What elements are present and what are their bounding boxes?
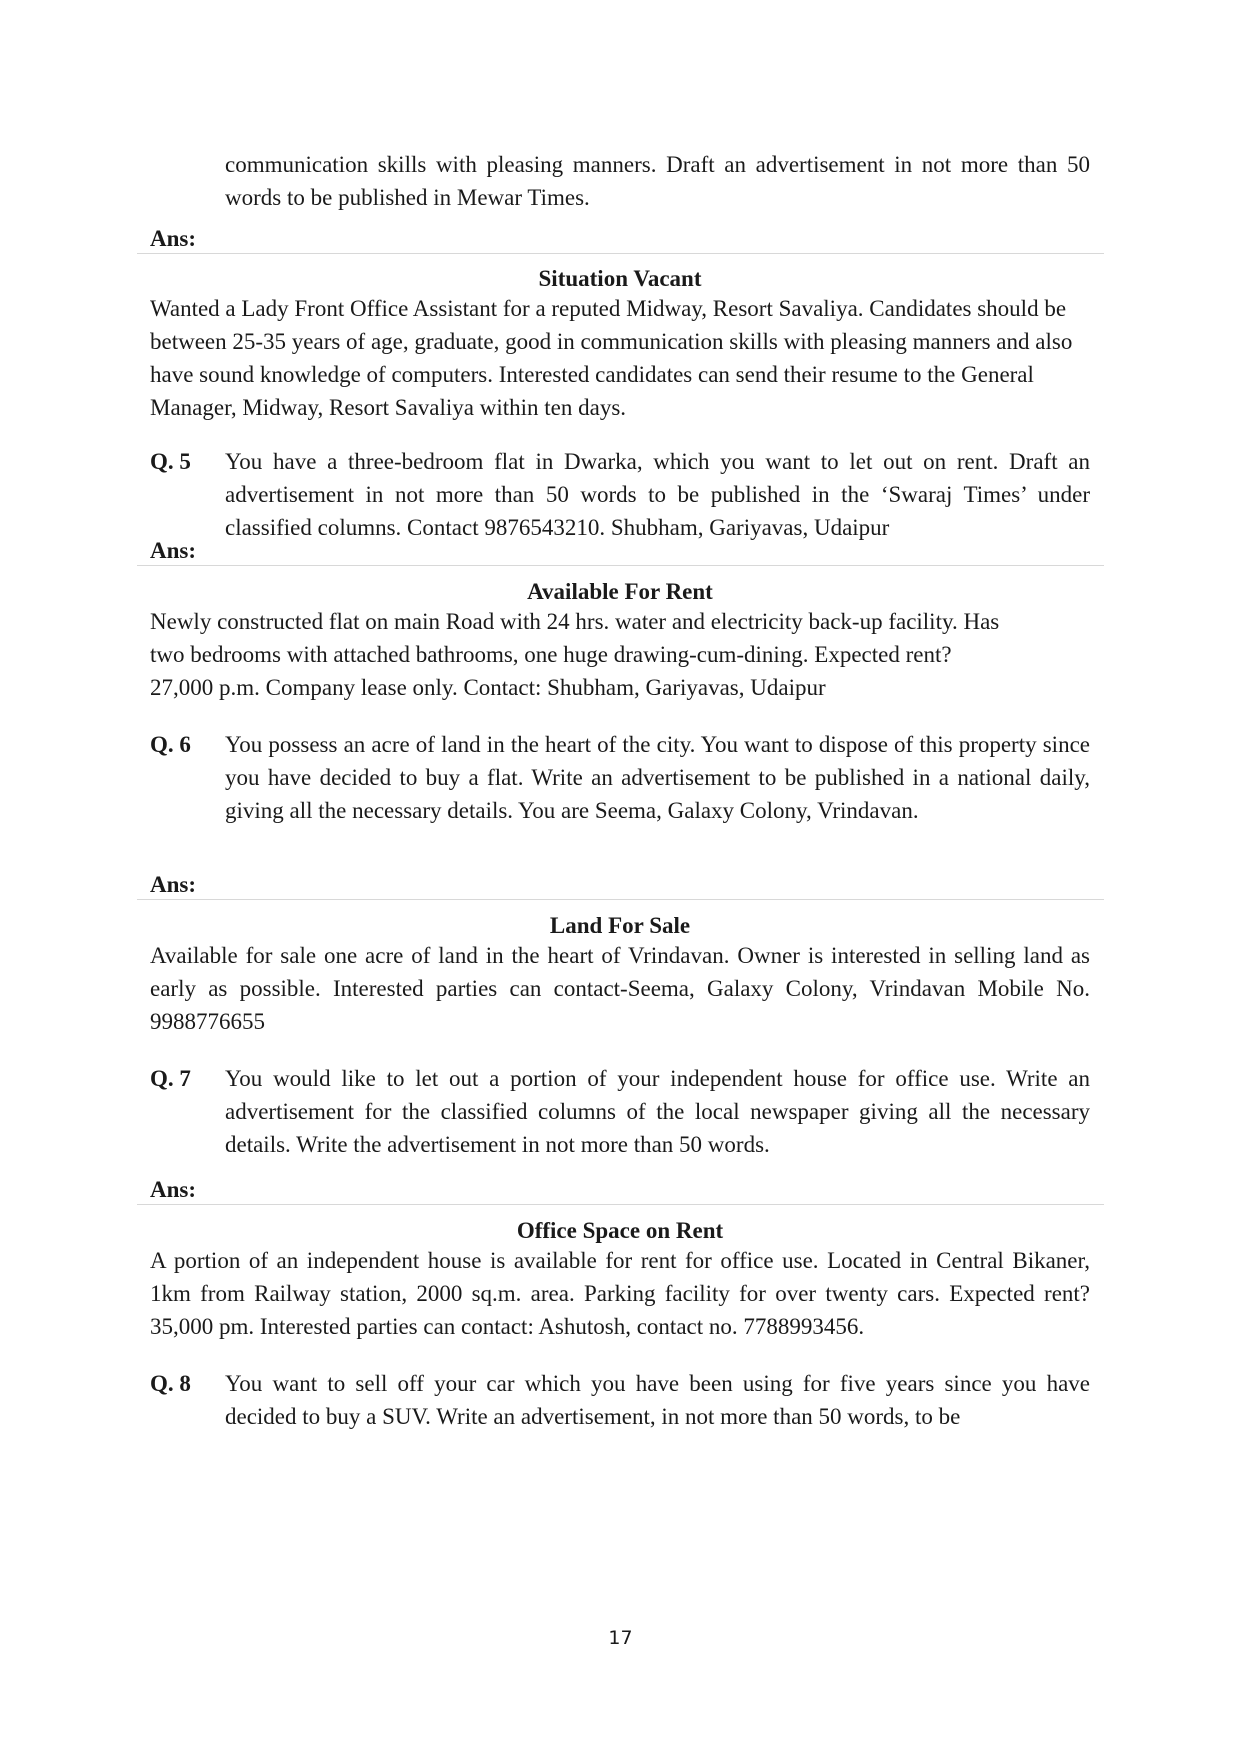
question-number-6: Q. 6 <box>150 732 191 757</box>
ad-heading-land-for-sale: Land For Sale <box>549 913 691 938</box>
question-number-5: Q. 5 <box>150 449 191 474</box>
ad-heading-situation-vacant: Situation Vacant <box>538 266 702 291</box>
page-number: 17 <box>608 1627 633 1649</box>
divider <box>137 565 1104 566</box>
ad-body-line: 27,000 p.m. Company lease only. Contact: Shubham, Gariyavas, Udaipur <box>150 675 826 700</box>
answer-label: Ans: <box>150 538 197 563</box>
answer-label: Ans: <box>150 226 197 251</box>
ad-body-line: Newly constructed flat on main Road with 24 hrs. water and electricity back-up facility. Has <box>150 609 1000 634</box>
question-text-5: You have a three-bedroom flat in Dwarka, which you want to let out on rent. Draft an advertisement in not more than 50 words to be published in the ‘Swaraj Times’ under classified columns. Contact 9876543210. Shubham, Gariyavas, Udaipur <box>225 449 1090 540</box>
divider <box>137 899 1104 900</box>
question-continuation: communication skills with pleasing manners. Draft an advertisement in not more than 50 words to be published in Mewar Times. <box>225 152 1090 210</box>
ad-heading-available-for-rent: Available For Rent <box>527 579 713 604</box>
question-text-7: You would like to let out a portion of your independent house for office use. Write an advertisement for the classified columns of the local newspaper giving all the necessary details. Write the advertisement in not more than 50 words. <box>225 1066 1090 1157</box>
answer-label: Ans: <box>150 1177 197 1202</box>
ad-heading-office-space-on-rent: Office Space on Rent <box>516 1218 724 1243</box>
divider <box>137 253 1104 254</box>
ad-body-available-for-rent <box>150 605 1090 704</box>
ad-body-land-for-sale: Available for sale one acre of land in the heart of Vrindavan. Owner is interested in selling land as early as possible. Interested parties can contact-Seema, Galaxy Colony, Vrindavan Mobile No. 9988776655 <box>150 943 1090 1034</box>
question-number-7: Q. 7 <box>150 1066 191 1091</box>
ad-body-office-space-on-rent: A portion of an independent house is available for rent for office use. Located in Central Bikaner, 1km from Railway station, 2000 sq.m. area. Parking facility for over twenty cars. Expected rent? 35,000 pm. Interested parties can contact: Ashutosh, contact no. 7788993456. <box>150 1248 1090 1339</box>
question-text-6: You possess an acre of land in the heart of the city. You want to dispose of this property since you have decided to buy a flat. Write an advertisement to be published in a national daily, giving all the necessary details. You are Seema, Galaxy Colony, Vrindavan. <box>225 732 1090 823</box>
answer-label: Ans: <box>150 872 197 897</box>
question-text-8: You want to sell off your car which you have been using for five years since you have decided to buy a SUV. Write an advertisement, in not more than 50 words, to be <box>225 1371 1090 1429</box>
ad-body-line: two bedrooms with attached bathrooms, one huge drawing-cum-dining. Expected rent? <box>150 642 952 667</box>
ad-body-situation-vacant: Wanted a Lady Front Office Assistant for a reputed Midway, Resort Savaliya. Candidates should be between 25-35 years of age, graduate, good in communication skills with pleasing manners and also have sound knowledge of computers. Interested candidates can send their resume to the General Manager, Midway, Resort Savaliya within ten days. <box>150 296 1073 420</box>
question-number-8: Q. 8 <box>150 1371 191 1396</box>
divider <box>137 1204 1104 1205</box>
